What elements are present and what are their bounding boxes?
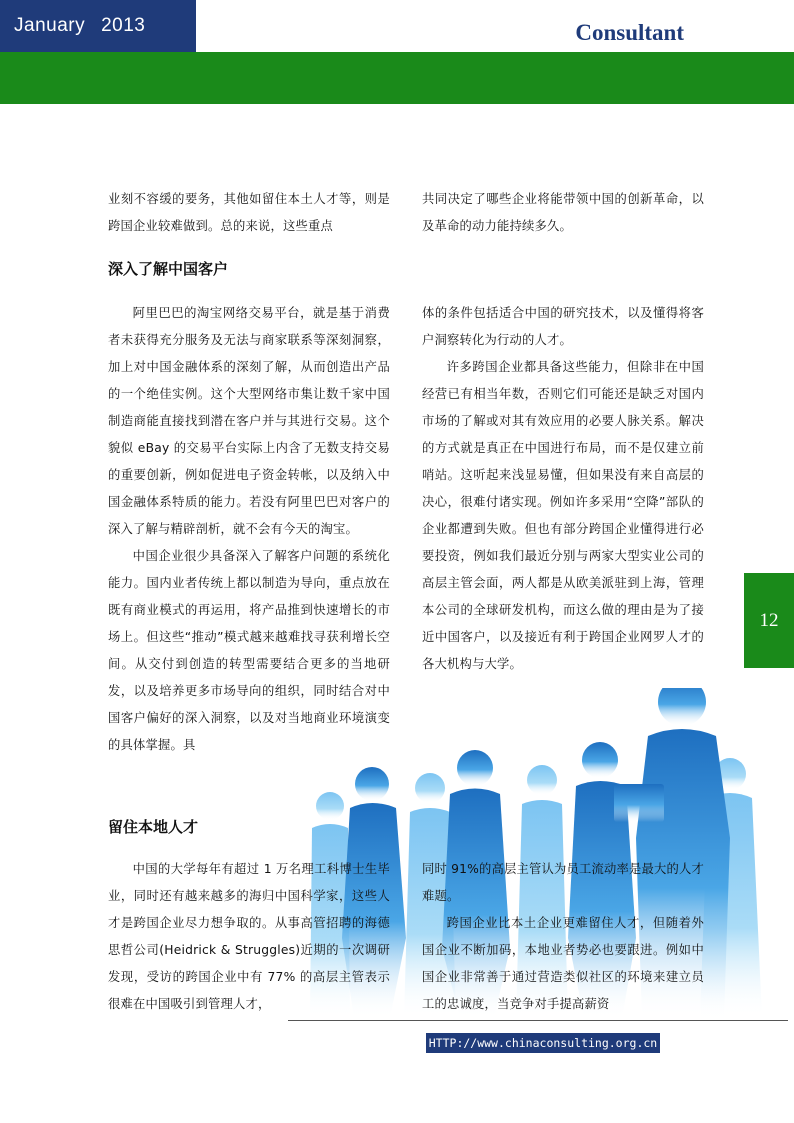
paragraph: 同时 91%的高层主管认为员工流动率是最大的人才难题。 [422, 862, 704, 903]
paragraph: 中国企业很少具备深入了解客户问题的系统化能力。国内业者传统上都以制造为导向，重点放在既有商业模式的再运用，将产品推到快速增长的市场上。但这些“推动”模式越来越难找寻获利增长空间。从交付到创造的转型需要结合更多的当地研发，以及培养更多市场导向的组织，同时结合对中国客户偏好的深入洞察，以及对当地商业环境演变的具体掌握。具 [108, 549, 390, 752]
paragraph: 业刻不容缓的要务，其他如留住本土人才等，则是跨国企业较难做到。总的来说，这些重点 [108, 192, 390, 233]
column-right-top [422, 186, 704, 240]
column-right-section1 [422, 300, 704, 678]
paragraph: 跨国企业比本土企业更难留住人才，但随着外国企业不断加码，本地业者势必也要跟进。例如中国企业非常善于通过营造类似社区的环境来建立员工的忠诚度，当竞争对手提高薪资 [422, 916, 704, 1011]
paragraph: 许多跨国企业都具备这些能力，但除非在中国经营已有相当年数，否则它们可能还是缺乏对国内市场的了解或对其有效应用的必要人脉关系。解决的方式就是真正在中国进行布局，而不是仅建立前哨站。这听起来浅显易懂，但如果没有来自高层的决心，很难付诸实现。例如许多采用“空降”部队的企业都遭到失败。但也有部分跨国企业懂得进行必要投资，例如我们最近分别与两家大型实业公司的高层主管会面，两人都是从欧美派驻到上海，管理本公司的全球研发机构，而这么做的理由是为了接近中国客户，以及接近有利于跨国企业网罗人才的各大机构与大学。 [422, 360, 704, 671]
footer-divider [288, 1020, 788, 1021]
section-heading-talent: 留住本地人才 [108, 818, 199, 836]
issue-year: 2013 [101, 15, 146, 36]
column-right-section2 [422, 856, 704, 1018]
paragraph: 中国的大学每年有超过 1 万名理工科博士生毕业，同时还有越来越多的海归中国科学家，这些人才是跨国企业尽力想争取的。从事高管招聘的海德思哲公司(Heidrick & Struggles)近期的一次调研发现，受访的跨国企业中有 77% 的高层主管表示很难在中国吸引到管理人才， [108, 862, 390, 1011]
header-band [0, 52, 794, 104]
column-left-section1 [108, 300, 390, 759]
section-heading-customers: 深入了解中国客户 [108, 260, 229, 278]
issue-month: January [14, 15, 86, 36]
magazine-title: Consultant [575, 20, 684, 45]
website-link[interactable]: HTTP://www.chinaconsulting.org.cn [426, 1033, 660, 1053]
page-number: 12 [744, 573, 794, 668]
issue-date [0, 0, 196, 52]
paragraph: 体的条件包括适合中国的研究技术，以及懂得将客户洞察转化为行动的人才。 [422, 306, 704, 347]
column-left-section2 [108, 856, 390, 1018]
column-left-top [108, 186, 390, 240]
paragraph: 阿里巴巴的淘宝网络交易平台，就是基于消费者未获得充分服务及无法与商家联系等深刻洞察，加上对中国金融体系的深刻了解，从而创造出产品的一个绝佳实例。这个大型网络市集让数千家中国制造商能直接找到潜在客户并与其进行交易。这个貌似 eBay 的交易平台实际上内含了无数支持交易的重要创新，例如促进电子资金转帐，以及纳入中国金融体系特质的能力。若没有阿里巴巴对客户的深入了解与精辟剖析，就不会有今天的淘宝。 [108, 306, 390, 536]
paragraph: 共同决定了哪些企业将能带领中国的创新革命，以及革命的动力能持续多久。 [422, 192, 704, 233]
